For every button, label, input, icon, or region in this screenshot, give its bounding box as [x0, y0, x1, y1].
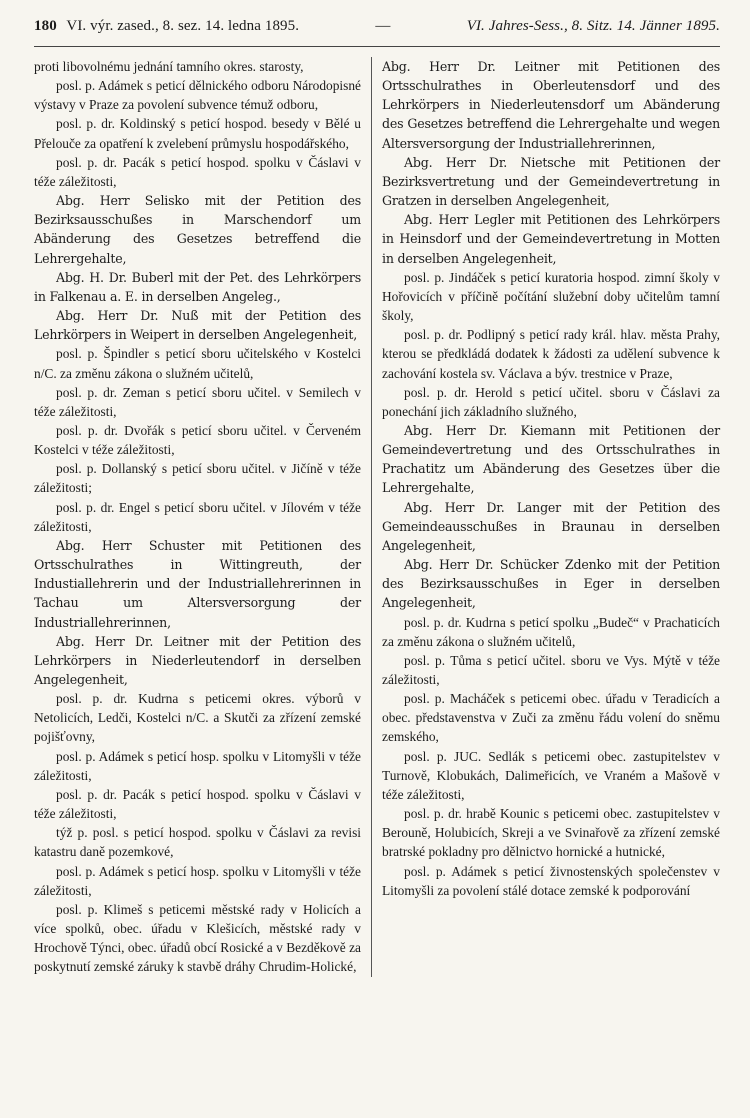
- petition-entry: [34, 57, 361, 76]
- petition-text: posl. p. dr. Kudrna s peticemi okres. výborů v Netolicích, Ledči, Kostelci n/C. a Skutči za zřízení zemské pojišťovny,: [34, 691, 361, 745]
- petition-entry: [382, 210, 720, 267]
- petition-text: Abg. Herr Dr. Langer mit der Petition des Gemeindeausschußes in Braunau in derselben Angelegenheit,: [382, 499, 720, 553]
- petition-entry: [382, 383, 720, 421]
- petition-entry: [34, 76, 361, 114]
- header-czech-title: VI. výr. zased., 8. sez. 14. ledna 1895.: [66, 18, 300, 34]
- petition-text: posl. p. Klimeš s peticemi městské rady v Holicích a více spolků, obec. úřadu v Klešicích, městské rady v Hrochově Týnci, obec. úřadů obcí Rosické a v Bezděkově za poskytnutí zemské záruky k stavbě dráhy Chrudim-Holické,: [34, 901, 361, 975]
- petition-text: Abg. Herr Schuster mit Petitionen des Ortsschulrathes in Wittingreuth, der Industiallehrerin und der Industriallehrerinnen in Tachau um Altersversorgung der Industriallehrerinnen,: [34, 537, 361, 630]
- petition-entry: [34, 862, 361, 900]
- petition-text: Abg. H. Dr. Buberl mit der Pet. des Lehrkörpers in Falkenau a. E. in derselben Angeleg.,: [34, 269, 361, 304]
- petition-text: Abg. Herr Dr. Schücker Zdenko mit der Petition des Bezirksausschußes in Eger in derselben Angelegenheit,: [382, 557, 720, 611]
- petition-text: Abg. Herr Dr. Leitner mit der Petition des Lehrkörpers in Niederleutendorf in derselben Angelegenheit,: [34, 633, 361, 687]
- header-left: [34, 18, 299, 35]
- petition-text: posl. p. dr. hrabě Kounic s peticemi obec. zastupitelstev v Berouně, Holubicích, Skreji a ve Svinařově za zřízení zemské bratrské pokladny pro dělnictvo hornické a hutnické,: [382, 806, 720, 860]
- petition-entry: [34, 689, 361, 746]
- petition-entry: [382, 325, 720, 382]
- petition-text: Abg. Herr Selisko mit der Petition des Bezirksausschußes in Marschendorf um Abänderung des Gesetzes betreffend die Lehrergehalte,: [34, 193, 361, 266]
- petition-text: posl. p. Tůma s peticí učitel. sboru ve Vys. Mýtě v téže záležitosti,: [382, 652, 720, 687]
- petition-text: posl. p. JUC. Sedlák s peticemi obec. zastupitelstev v Turnově, Klobukách, Dalimeřicích, ve Vraném a Mašově v téže záležitosti,: [382, 748, 720, 802]
- petition-entry: [34, 785, 361, 823]
- petition-entry: [34, 191, 361, 268]
- petition-text: Abg. Herr Dr. Nuß mit der Petition des Lehrkörpers in Weipert in derselben Angelegenheit,: [34, 308, 361, 343]
- petition-text: posl. p. dr. Pacák s peticí hospod. spolku v Čáslavi v téže záležitosti,: [34, 154, 361, 189]
- page-number: 180: [34, 18, 57, 34]
- petition-entry: [34, 344, 361, 382]
- petition-entry: [34, 747, 361, 785]
- petition-entry: [34, 900, 361, 977]
- petition-entry: [34, 459, 361, 497]
- petition-entry: [34, 421, 361, 459]
- petition-text: týž p. posl. s peticí hospod. spolku v Čáslavi za revisi katastru daně pozemkové,: [34, 825, 361, 860]
- petition-text: posl. p. dr. Herold s peticí učitel. sboru v Čáslavi za ponechání jich základního služného,: [382, 384, 720, 419]
- petition-entry: [34, 823, 361, 861]
- left-column: [34, 57, 372, 977]
- petition-text: posl. p. dr. Kudrna s peticí spolku „Budeč“ v Prachaticích za změnu zákona o služném učitelů,: [382, 614, 720, 649]
- petition-text: posl. p. Adámek s peticí hosp. spolku v Litomyšli v téže záležitosti,: [34, 863, 361, 898]
- petition-text: posl. p. Adámek s peticí dělnického odboru Národopisné výstavy v Praze za povolení subvence témuž odboru,: [34, 78, 361, 113]
- header-german-title: VI. Jahres-Sess., 8. Sitz. 14. Jänner 1895.: [466, 18, 720, 34]
- petition-text: Abg. Herr Dr. Nietsche mit Petitionen der Bezirksvertretung und der Gemeindevertretung in Gratzen in derselben Angelegenheit,: [382, 154, 720, 209]
- petition-entry: [382, 268, 720, 325]
- petition-text: posl. p. dr. Podlipný s peticí rady král. hlav. města Prahy, kterou se předkládá dodatek k žádosti za udělení subvence k zachování kostela sv. Václava a býv. trestnice v Praze,: [382, 327, 720, 381]
- petition-entry: [34, 498, 361, 536]
- petition-text: posl. p. Dollanský s peticí sboru učitel. v Jičíně v téže záležitosti;: [34, 461, 361, 496]
- petition-entry: [382, 862, 720, 900]
- petition-text: posl. p. dr. Engel s peticí sboru učitel. v Jílovém v téže záležitosti,: [34, 499, 361, 534]
- petition-text: posl. p. dr. Dvořák s peticí sboru učitel. v Červeném Kostelci v téže záležitosti,: [34, 422, 361, 458]
- two-column-body: [34, 57, 720, 977]
- petition-text: proti libovolnému jednání tamního okres. starosty,: [34, 59, 304, 74]
- petition-entry: [34, 268, 361, 306]
- header-separator: —: [375, 18, 391, 34]
- running-header: [34, 18, 720, 47]
- petition-text: Abg. Herr Dr. Leitner mit Petitionen des Ortsschulrathes in Oberleutensdorf und des Lehrkörpers in Niederleutensdorf um Abänderung des Gesetzes betreffend die Lehrergehalte und wegen Altersversorgung der Industriallehrerinnen,: [382, 59, 720, 151]
- petition-entry: [382, 804, 720, 861]
- petition-entry: [34, 153, 361, 191]
- petition-text: Abg. Herr Legler mit Petitionen des Lehrkörpers in Heinsdorf und der Gemeindevertretung in Motten in derselben Angelegenheit,: [382, 212, 720, 266]
- petition-text: posl. p. Macháček s peticemi obec. úřadu v Teradicích a obec. představenstva v Zuči za změnu řádu volení do sněmu zemského,: [382, 691, 720, 745]
- petition-entry: [382, 421, 720, 498]
- petition-entry: [34, 632, 361, 689]
- petition-entry: [382, 57, 720, 153]
- petition-entry: [382, 498, 720, 555]
- petition-entry: [382, 689, 720, 746]
- petition-text: posl. p. dr. Zeman s peticí sboru učitel. v Semilech v téže záležitosti,: [34, 384, 361, 419]
- petition-text: posl. p. dr. Koldinský s peticí hospod. besedy v Bělé u Přelouče za opatření k zvelebení průmyslu hospodářského,: [34, 116, 361, 151]
- petition-entry: [382, 613, 720, 651]
- petition-entry: [34, 306, 361, 344]
- petition-text: Abg. Herr Dr. Kiemann mit Petitionen der Gemeindevertretung und des Ortsschulrathes in Prachatitz um Abänderung des Gesetzes über die Lehrergehalte,: [382, 422, 720, 496]
- petition-entry: [382, 747, 720, 804]
- petition-entry: [382, 555, 720, 612]
- petition-entry: [34, 114, 361, 152]
- petition-text: posl. p. Adámek s peticí živnostenských společenstev v Litomyšli za povolení stálé dotace zemské k podporování: [382, 863, 720, 898]
- right-column: [372, 57, 720, 977]
- petition-text: posl. p. Špindler s peticí sboru učitelského v Kostelci n/C. za změnu zákona o služném učitelů,: [34, 346, 361, 381]
- petition-entry: [382, 651, 720, 689]
- petition-entry: [34, 383, 361, 421]
- petition-text: posl. p. Jindáček s peticí kuratoria hospod. zimní školy v Hořovicích v příčině počítání služební doby učitelům tamní školy,: [382, 269, 720, 324]
- petition-entry: [34, 536, 361, 632]
- petition-text: posl. p. dr. Pacák s peticí hospod. spolku v Čáslavi v téže záležitosti,: [34, 786, 361, 822]
- petition-entry: [382, 153, 720, 210]
- petition-text: posl. p. Adámek s peticí hosp. spolku v Litomyšli v téže záležitosti,: [34, 748, 361, 783]
